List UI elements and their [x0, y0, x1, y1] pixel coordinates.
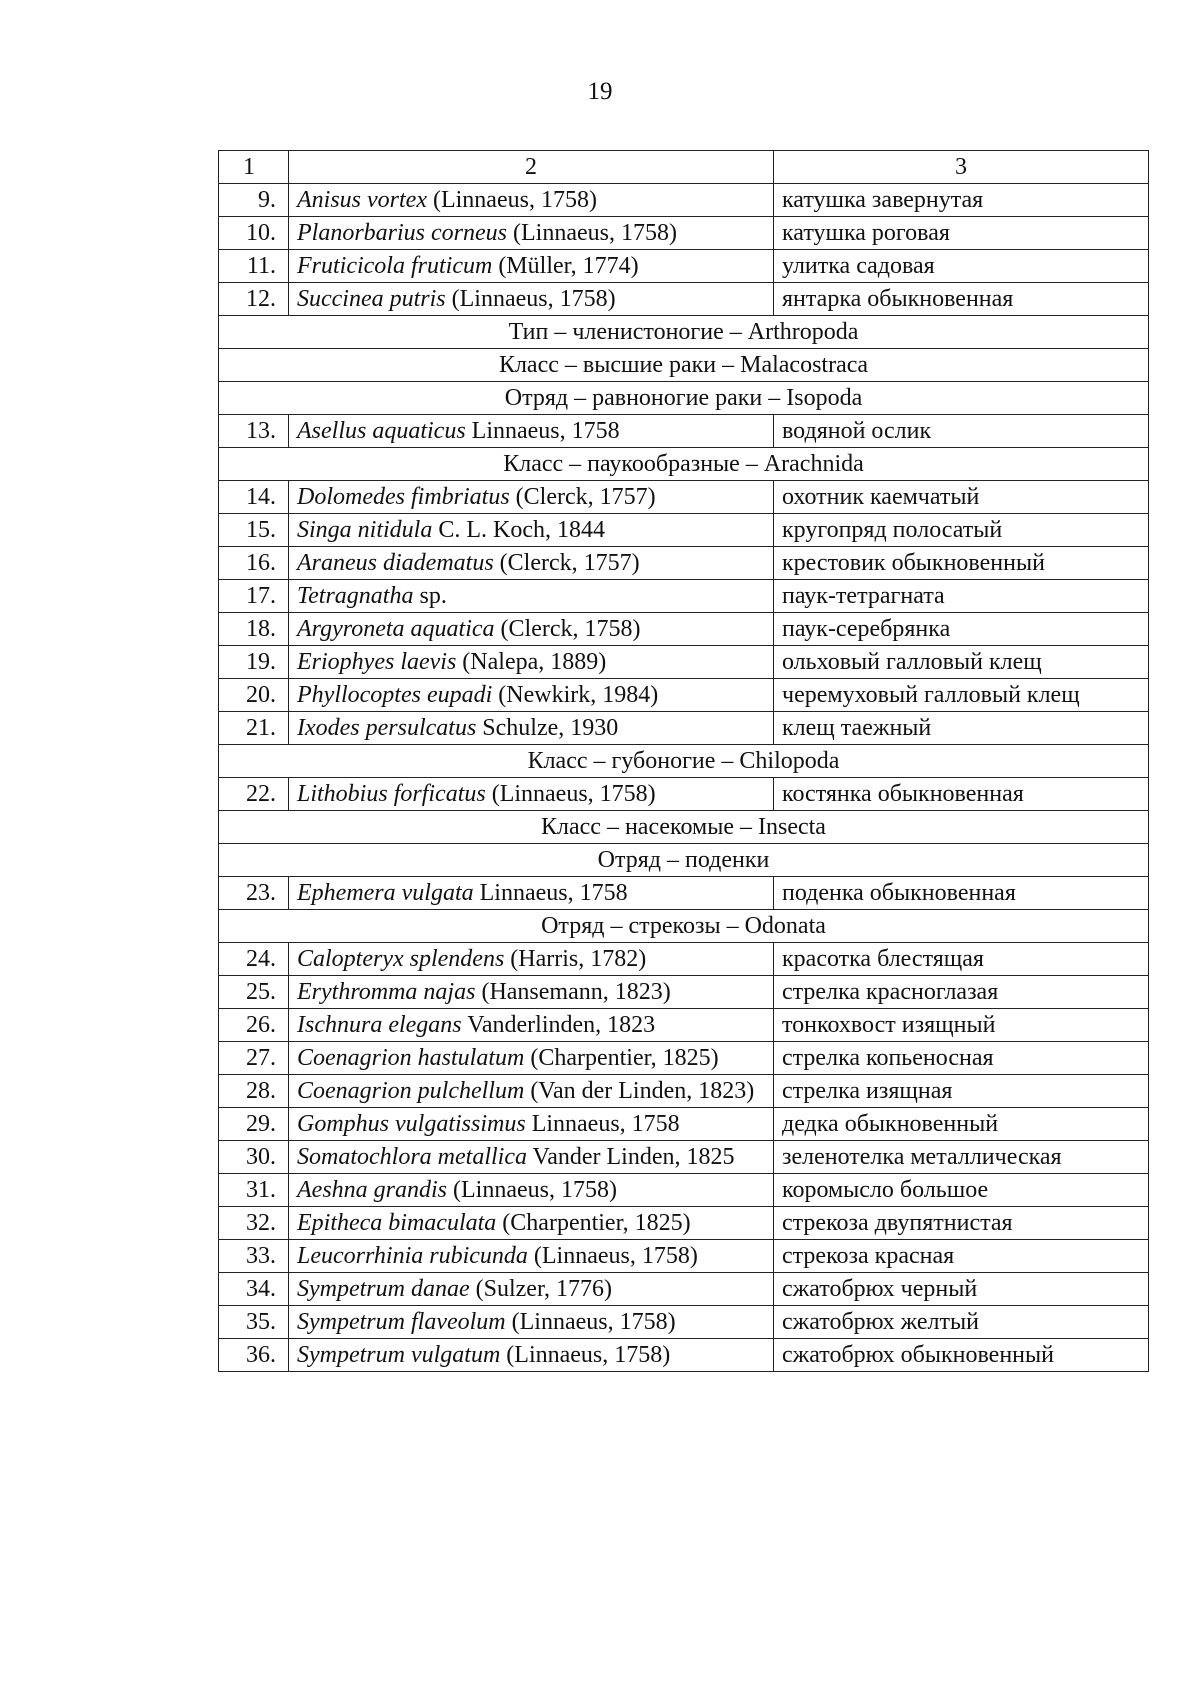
author-citation: Vanderlinden, 1823	[461, 1012, 656, 1038]
russian-name: стрекоза красная	[774, 1240, 1149, 1273]
latin-name-cell	[289, 283, 774, 316]
section-heading: Класс – насекомые – Insecta	[219, 811, 1149, 844]
row-number: 36.	[219, 1339, 289, 1372]
russian-name: ольховый галловый клещ	[774, 646, 1149, 679]
latin-name: Dolomedes fimbriatus	[297, 484, 510, 510]
author-citation: (Linnaeus, 1758)	[527, 1243, 698, 1269]
section-row	[219, 349, 1149, 382]
row-number: 27.	[219, 1042, 289, 1075]
row-number: 10.	[219, 217, 289, 250]
row-number: 34.	[219, 1273, 289, 1306]
latin-name: Fruticicola fruticum	[297, 253, 493, 279]
author-citation: (Van der Linden, 1823)	[524, 1078, 755, 1104]
table-row	[219, 481, 1149, 514]
table-row	[219, 1174, 1149, 1207]
row-number: 20.	[219, 679, 289, 712]
row-number: 35.	[219, 1306, 289, 1339]
russian-name: охотник каемчатый	[774, 481, 1149, 514]
latin-name-cell	[289, 613, 774, 646]
author-citation: Linnaeus, 1758	[525, 1111, 680, 1137]
latin-name: Calopteryx splendens	[297, 946, 505, 972]
row-number: 15.	[219, 514, 289, 547]
author-citation: (Sulzer, 1776)	[469, 1276, 612, 1302]
russian-name: клещ таежный	[774, 712, 1149, 745]
author-citation: Linnaeus, 1758	[473, 880, 628, 906]
table-row	[219, 712, 1149, 745]
russian-name: паук-серебрянка	[774, 613, 1149, 646]
author-citation: C. L. Koch, 1844	[432, 517, 605, 543]
latin-name: Sympetrum flaveolum	[297, 1309, 506, 1335]
latin-name-cell	[289, 976, 774, 1009]
russian-name: красотка блестящая	[774, 943, 1149, 976]
russian-name: кругопряд полосатый	[774, 514, 1149, 547]
latin-name-cell	[289, 679, 774, 712]
russian-name: зеленотелка металлическая	[774, 1141, 1149, 1174]
russian-name: стрелка изящная	[774, 1075, 1149, 1108]
row-number: 26.	[219, 1009, 289, 1042]
author-citation: (Linnaeus, 1758)	[447, 1177, 617, 1203]
latin-name: Asellus aquaticus	[297, 418, 466, 444]
section-row	[219, 910, 1149, 943]
latin-name-cell	[289, 547, 774, 580]
russian-name: сжатобрюх черный	[774, 1273, 1149, 1306]
row-number: 21.	[219, 712, 289, 745]
table-body	[219, 151, 1149, 1372]
section-row	[219, 811, 1149, 844]
row-number: 31.	[219, 1174, 289, 1207]
row-number: 12.	[219, 283, 289, 316]
author-citation: sp.	[413, 583, 447, 609]
table-row	[219, 679, 1149, 712]
author-citation: Schulze, 1930	[476, 715, 619, 741]
table-row	[219, 217, 1149, 250]
latin-name-cell	[289, 1042, 774, 1075]
author-citation: (Newkirk, 1984)	[492, 682, 659, 708]
latin-name-cell	[289, 1240, 774, 1273]
table-row	[219, 1339, 1149, 1372]
table-row	[219, 877, 1149, 910]
latin-name: Eriophyes laevis	[297, 649, 457, 675]
table-row	[219, 1207, 1149, 1240]
latin-name: Gomphus vulgatissimus	[297, 1111, 526, 1137]
section-row	[219, 745, 1149, 778]
author-citation: (Nalepa, 1889)	[456, 649, 607, 675]
russian-name: янтарка обыкновенная	[774, 283, 1149, 316]
russian-name: улитка садовая	[774, 250, 1149, 283]
latin-name: Tetragnatha	[297, 583, 414, 609]
latin-name-cell	[289, 1207, 774, 1240]
section-heading: Отряд – равноногие раки – Isopoda	[219, 382, 1149, 415]
table-row	[219, 1042, 1149, 1075]
latin-name-cell	[289, 580, 774, 613]
latin-name-cell	[289, 415, 774, 448]
section-heading: Отряд – поденки	[219, 844, 1149, 877]
latin-name: Sympetrum danae	[297, 1276, 470, 1302]
row-number: 28.	[219, 1075, 289, 1108]
table-row	[219, 1009, 1149, 1042]
latin-name: Coenagrion pulchellum	[297, 1078, 525, 1104]
author-citation: (Linnaeus, 1758)	[445, 286, 616, 312]
author-citation: (Linnaeus, 1758)	[485, 781, 656, 807]
section-heading: Тип – членистоногие – Arthropoda	[219, 316, 1149, 349]
author-citation: (Clerck, 1757)	[509, 484, 656, 510]
table-row	[219, 943, 1149, 976]
latin-name: Planorbarius corneus	[297, 220, 507, 246]
row-number: 24.	[219, 943, 289, 976]
table-row	[219, 580, 1149, 613]
latin-name-cell	[289, 514, 774, 547]
section-heading: Класс – высшие раки – Malacostraca	[219, 349, 1149, 382]
section-heading: Класс – паукообразные – Arachnida	[219, 448, 1149, 481]
russian-name: сжатобрюх обыкновенный	[774, 1339, 1149, 1372]
russian-name: тонкохвост изящный	[774, 1009, 1149, 1042]
latin-name: Ixodes persulcatus	[297, 715, 477, 741]
author-citation: (Linnaeus, 1758)	[426, 187, 597, 213]
header-cell-russian: 3	[774, 151, 1149, 184]
latin-name: Anisus vortex	[297, 187, 427, 213]
author-citation: (Charpentier, 1825)	[524, 1045, 719, 1071]
latin-name: Singa nitidula	[297, 517, 433, 543]
row-number: 18.	[219, 613, 289, 646]
table-row	[219, 613, 1149, 646]
latin-name-cell	[289, 481, 774, 514]
latin-name-cell	[289, 877, 774, 910]
author-citation: Vander Linden, 1825	[526, 1144, 735, 1170]
latin-name: Erythromma najas	[297, 979, 476, 1005]
latin-name-cell	[289, 1141, 774, 1174]
russian-name: катушка роговая	[774, 217, 1149, 250]
table-header-row	[219, 151, 1149, 184]
russian-name: костянка обыкновенная	[774, 778, 1149, 811]
latin-name-cell	[289, 943, 774, 976]
table-row	[219, 1240, 1149, 1273]
row-number: 22.	[219, 778, 289, 811]
latin-name: Somatochlora metallica	[297, 1144, 527, 1170]
russian-name: паук-тетрагната	[774, 580, 1149, 613]
row-number: 29.	[219, 1108, 289, 1141]
author-citation: (Linnaeus, 1758)	[507, 220, 677, 246]
table-row	[219, 976, 1149, 1009]
section-row	[219, 844, 1149, 877]
russian-name: стрелка копьеносная	[774, 1042, 1149, 1075]
section-row	[219, 316, 1149, 349]
russian-name: стрелка красноглазая	[774, 976, 1149, 1009]
table-row	[219, 415, 1149, 448]
latin-name-cell	[289, 646, 774, 679]
table-row	[219, 1273, 1149, 1306]
row-number: 23.	[219, 877, 289, 910]
author-citation: (Linnaeus, 1758)	[500, 1342, 671, 1368]
table-row	[219, 1306, 1149, 1339]
latin-name: Ephemera vulgata	[297, 880, 474, 906]
author-citation: (Linnaeus, 1758)	[505, 1309, 676, 1335]
latin-name: Succinea putris	[297, 286, 446, 312]
table-row	[219, 1075, 1149, 1108]
author-citation: (Charpentier, 1825)	[496, 1210, 691, 1236]
table-row	[219, 1108, 1149, 1141]
latin-name: Ischnura elegans	[297, 1012, 462, 1038]
author-citation: (Hansemann, 1823)	[475, 979, 671, 1005]
section-row	[219, 448, 1149, 481]
latin-name-cell	[289, 712, 774, 745]
russian-name: стрекоза двупятнистая	[774, 1207, 1149, 1240]
row-number: 17.	[219, 580, 289, 613]
species-table	[218, 150, 1149, 1372]
russian-name: дедка обыкновенный	[774, 1108, 1149, 1141]
latin-name-cell	[289, 778, 774, 811]
latin-name-cell	[289, 250, 774, 283]
latin-name-cell	[289, 1009, 774, 1042]
row-number: 25.	[219, 976, 289, 1009]
latin-name-cell	[289, 1174, 774, 1207]
author-citation: (Clerck, 1757)	[493, 550, 640, 576]
latin-name: Argyroneta aquatica	[297, 616, 495, 642]
table-row	[219, 250, 1149, 283]
row-number: 30.	[219, 1141, 289, 1174]
author-citation: (Clerck, 1758)	[494, 616, 641, 642]
row-number: 11.	[219, 250, 289, 283]
latin-name: Leucorrhinia rubicunda	[297, 1243, 528, 1269]
latin-name: Sympetrum vulgatum	[297, 1342, 501, 1368]
row-number: 32.	[219, 1207, 289, 1240]
latin-name: Epitheca bimaculata	[297, 1210, 497, 1236]
section-heading: Класс – губоногие – Chilopoda	[219, 745, 1149, 778]
latin-name-cell	[289, 1075, 774, 1108]
table-row	[219, 514, 1149, 547]
author-citation: (Müller, 1774)	[492, 253, 639, 279]
header-cell-latin: 2	[289, 151, 774, 184]
latin-name-cell	[289, 1273, 774, 1306]
section-heading: Отряд – стрекозы – Odonata	[219, 910, 1149, 943]
page-number: 19	[587, 78, 613, 105]
author-citation: (Harris, 1782)	[504, 946, 647, 972]
row-number: 16.	[219, 547, 289, 580]
row-number: 14.	[219, 481, 289, 514]
russian-name: катушка завернутая	[774, 184, 1149, 217]
row-number: 13.	[219, 415, 289, 448]
latin-name-cell	[289, 217, 774, 250]
row-number: 33.	[219, 1240, 289, 1273]
russian-name: водяной ослик	[774, 415, 1149, 448]
table-row	[219, 778, 1149, 811]
latin-name: Aeshna grandis	[297, 1177, 447, 1203]
latin-name-cell	[289, 1306, 774, 1339]
russian-name: поденка обыкновенная	[774, 877, 1149, 910]
table-row	[219, 547, 1149, 580]
row-number: 9.	[219, 184, 289, 217]
russian-name: крестовик обыкновенный	[774, 547, 1149, 580]
latin-name: Coenagrion hastulatum	[297, 1045, 525, 1071]
latin-name-cell	[289, 1339, 774, 1372]
latin-name: Lithobius forficatus	[297, 781, 486, 807]
latin-name-cell	[289, 184, 774, 217]
russian-name: коромысло большое	[774, 1174, 1149, 1207]
author-citation: Linnaeus, 1758	[465, 418, 620, 444]
latin-name: Phyllocoptes eupadi	[297, 682, 493, 708]
header-cell-number: 1	[219, 151, 289, 184]
russian-name: сжатобрюх желтый	[774, 1306, 1149, 1339]
latin-name-cell	[289, 1108, 774, 1141]
russian-name: черемуховый галловый клещ	[774, 679, 1149, 712]
latin-name: Araneus diadematus	[297, 550, 494, 576]
table-row	[219, 1141, 1149, 1174]
table-row	[219, 283, 1149, 316]
table-row	[219, 646, 1149, 679]
section-row	[219, 382, 1149, 415]
row-number: 19.	[219, 646, 289, 679]
table-row	[219, 184, 1149, 217]
